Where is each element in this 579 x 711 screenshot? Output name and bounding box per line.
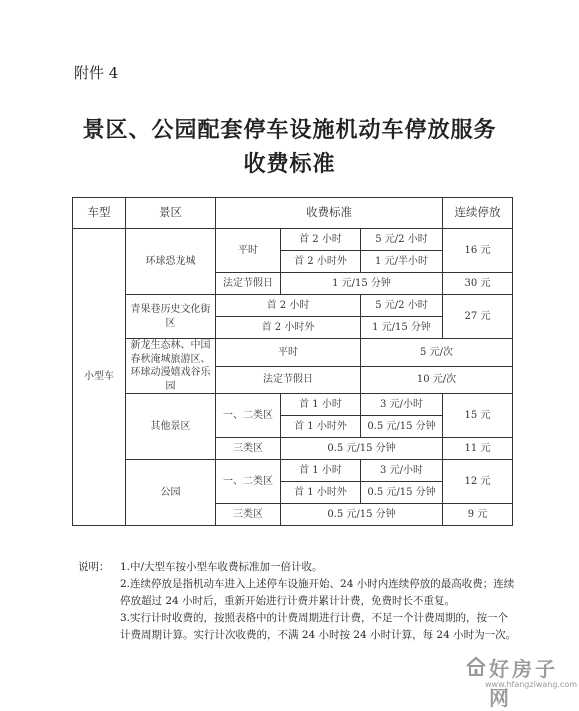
header-fee-standard: 收费标准 [216, 198, 443, 229]
billing-after: 首 1 小时外 [281, 482, 361, 504]
scenic-name-park: 公园 [126, 460, 216, 526]
price-per-visit: 10 元/次 [361, 366, 513, 394]
billing-first: 首 1 小时 [281, 460, 361, 482]
table-header-row [73, 198, 513, 229]
scenic-name-qingguo: 青果巷历史文化街区 [126, 295, 216, 339]
note-item [78, 610, 518, 644]
notes-section [78, 559, 518, 644]
period-weekday: 平时 [216, 339, 361, 367]
table-row [73, 394, 513, 416]
price-first: 3 元/小时 [361, 460, 443, 482]
watermark-text: 好房子网 [489, 657, 558, 710]
continuous-price: 16 元 [443, 229, 513, 273]
continuous-price: 30 元 [443, 273, 513, 295]
zone-class12: 一、二类区 [216, 460, 281, 504]
watermark-url: www.hfangziwang.com [485, 680, 578, 689]
billing-after: 首 1 小时外 [281, 416, 361, 438]
billing-first: 首 2 小时 [281, 229, 361, 251]
note-item [78, 576, 518, 610]
continuous-price: 12 元 [443, 460, 513, 504]
continuous-price: 11 元 [443, 438, 513, 460]
zone-class3: 三类区 [216, 438, 281, 460]
header-vehicle-type: 车型 [73, 198, 126, 229]
continuous-price: 27 元 [443, 295, 513, 339]
note-text: 1.中/大型车按小型车收费标准加一倍计收。 [120, 561, 323, 573]
price-after: 1 元/15 分钟 [361, 317, 443, 339]
price-class3: 0.5 元/15 分钟 [281, 438, 443, 460]
house-logo-icon [465, 655, 487, 677]
vehicle-type-cell: 小型车 [73, 229, 126, 526]
price-first: 5 元/2 小时 [361, 229, 443, 251]
period-holiday: 法定节假日 [216, 273, 281, 295]
document-title-line1: 景区、公园配套停车设施机动车停放服务 [82, 117, 497, 143]
note-text: 3.实行计时收费的，按照表格中的计费周期进行计费，不足一个计费周期的，按一个计费周期计算。实行计次收费的，不满 24 小时按 24 小时计算，每 24 小时为一次。 [120, 612, 517, 641]
continuous-price: 9 元 [443, 504, 513, 526]
site-watermark [465, 653, 578, 710]
period-weekday: 平时 [216, 229, 281, 273]
fee-table [72, 197, 513, 526]
note-item [78, 559, 518, 576]
notes-label: 说明： [78, 561, 110, 573]
billing-first: 首 2 小时 [216, 295, 361, 317]
price-first: 3 元/小时 [361, 394, 443, 416]
header-scenic-area: 景区 [126, 198, 216, 229]
table-row [73, 460, 513, 482]
attachment-label: 附件 4 [74, 64, 119, 82]
scenic-name-other: 其他景区 [126, 394, 216, 460]
table-row [73, 295, 513, 317]
billing-after: 首 2 小时外 [281, 251, 361, 273]
price-after: 1 元/半小时 [361, 251, 443, 273]
table-row [73, 229, 513, 251]
scenic-name-dinosaur: 环球恐龙城 [126, 229, 216, 295]
billing-first: 首 1 小时 [281, 394, 361, 416]
note-text: 2.连续停放是指机动车进入上述停车设施开始、24 小时内连续停放的最高收费；连续停放超过 24 小时后，重新开始进行计费并累计计费，免费时长不重复。 [120, 578, 515, 607]
price-holiday: 1 元/15 分钟 [281, 273, 443, 295]
continuous-price: 15 元 [443, 394, 513, 438]
price-first: 5 元/2 小时 [361, 295, 443, 317]
price-per-visit: 5 元/次 [361, 339, 513, 367]
billing-after: 首 2 小时外 [216, 317, 361, 339]
document-title-line2: 收费标准 [243, 151, 336, 177]
header-continuous-parking: 连续停放 [443, 198, 513, 229]
period-holiday: 法定节假日 [216, 366, 361, 394]
price-after: 0.5 元/15 分钟 [361, 482, 443, 504]
scenic-name-xinlong: 新龙生态林、中国春秋淹城旅游区、环球动漫嬉戏谷乐园 [126, 339, 216, 394]
zone-class3: 三类区 [216, 504, 281, 526]
price-after: 0.5 元/15 分钟 [361, 416, 443, 438]
zone-class12: 一、二类区 [216, 394, 281, 438]
table-row [73, 339, 513, 367]
price-class3: 0.5 元/15 分钟 [281, 504, 443, 526]
